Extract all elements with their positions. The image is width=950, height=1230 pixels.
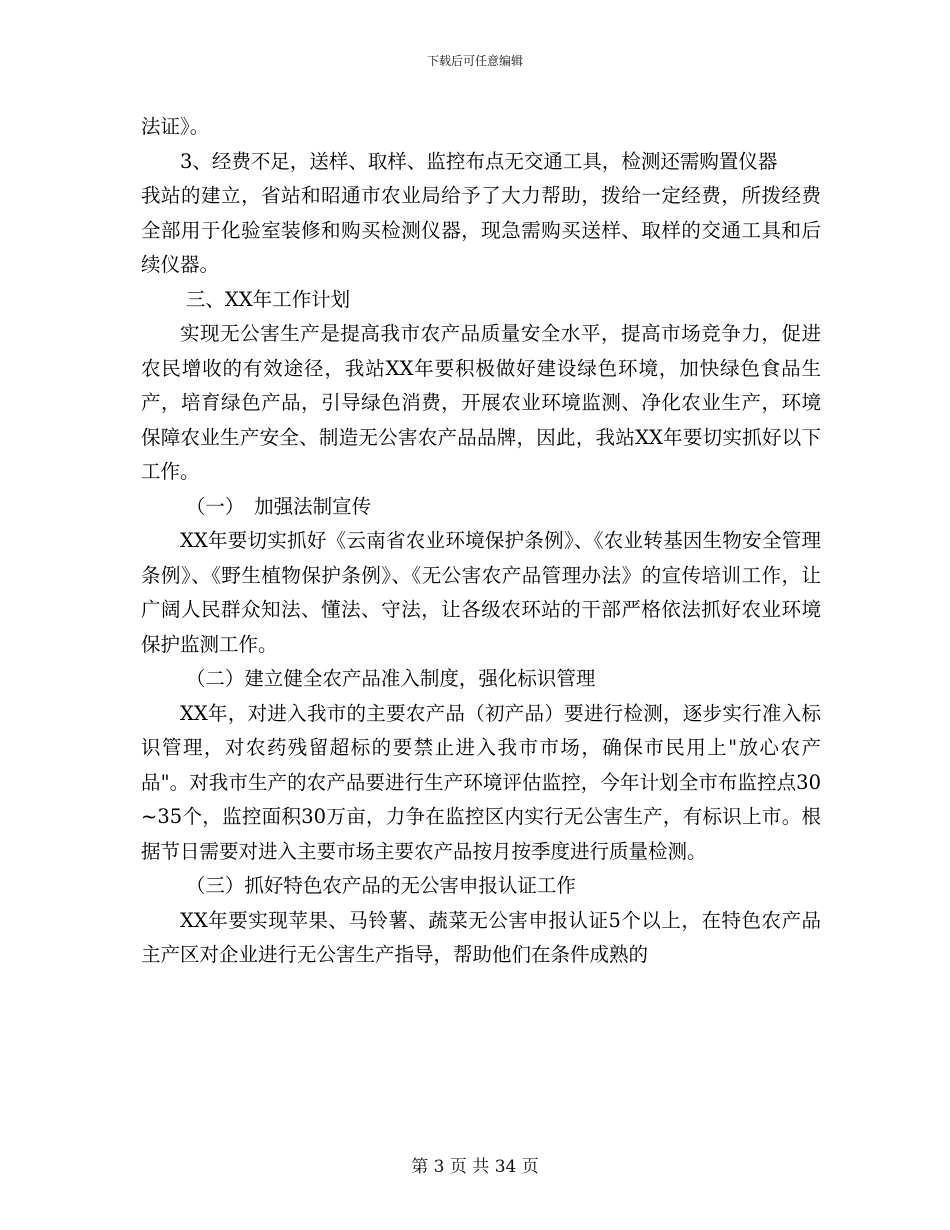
paragraph-legal-publicity: XX年要切实抓好《云南省农业环境保护条例》、《农业转基因生物安全管理条例》、《野生植物保护条例》、《无公害农产品管理办法》的宣传培训工作，让广阔人民群众知法、懂法、守法，让各级农环站的干部严格依法抓好农业环境保护监测工作。 [141,529,821,656]
paragraph-access-system: XX年，对进入我市的主要农产品（初产品）要进行检测，逐步实行准入标识管理，对农药残留超标的要禁止进入我市市场，确保市民用上"放心农产品"。对我市生产的农产品要进行生产环境评估监控，今年计划全市布监控点30~35个，监控面积30万亩，力争在监控区内实行无公害生产，有标识上市。根据节日需要对进入主要市场主要农产品按月按季度进行质量检测。 [141,701,821,863]
paragraph-continuation: 法证》。 [141,115,210,138]
paragraph-work-plan-intro: 实现无公害生产是提高我市农产品质量安全水平，提高市场竞争力，促进农民增收的有效途径，我站XX年要积极做好建设绿色环境，加快绿色食品生产，培育绿色产品，引导绿色消费，开展农业环境监测、净化农业生产，环境保障农业生产安全、制造无公害农产品品牌，因此，我站XX年要切实抓好以下工作。 [141,322,821,483]
document-body [141,110,821,973]
page-header: 下载后可任意编辑 [426,54,523,68]
paragraph-certification: XX年要实现苹果、马铃薯、蔬菜无公害申报认证5个以上，在特色农产品主产区对企业进行无公害生产指导，帮助他们在条件成熟的 [141,908,821,966]
subheading-legal-publicity: （一） 加强法制宣传 [185,494,372,518]
section-heading-work-plan: 三、XX年工作计划 [185,287,351,311]
paragraph-station-funding: 我站的建立，省站和昭通市农业局给予了大力帮助，拨给一定经费，所拨经费全部用于化验室装修和购买检测仪器，现急需购买送样、取样的交通工具和后续仪器。 [141,184,821,276]
page-footer: 第 3 页 共 34 页 [411,1157,539,1177]
paragraph-funding-issue: 3、经费不足，送样、取样、监控布点无交通工具，检测还需购置仪器 [180,149,778,173]
subheading-access-system: （二）建立健全农产品准入制度，强化标识管理 [185,667,596,690]
subheading-certification: （三）抓好特色农产品的无公害申报认证工作 [185,874,576,897]
